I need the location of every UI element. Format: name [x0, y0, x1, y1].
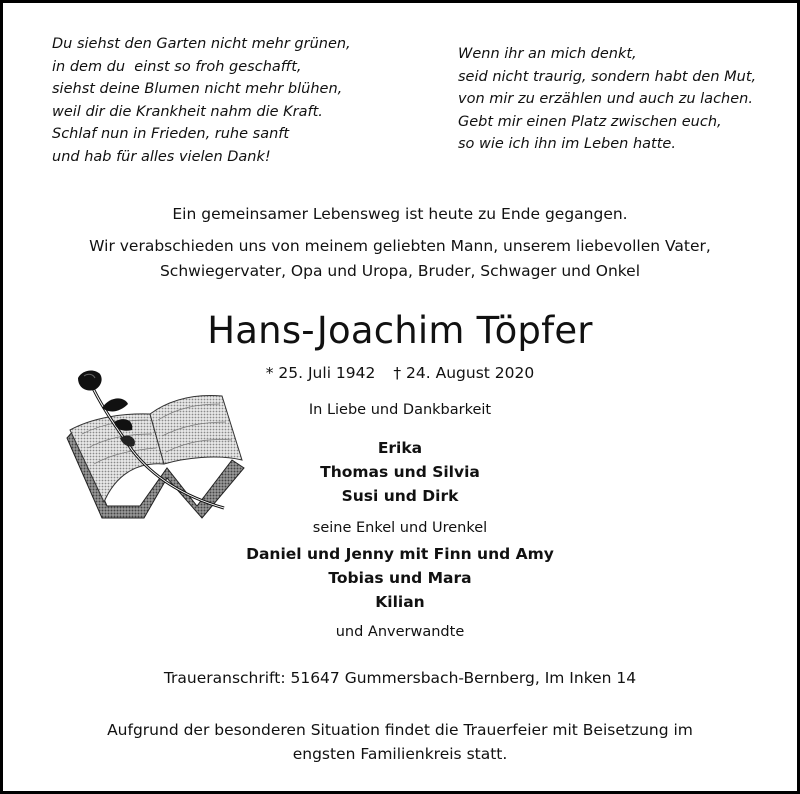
family-member: Thomas und Silvia — [320, 463, 480, 481]
family-member: Daniel und Jenny mit Finn und Amy — [246, 545, 554, 563]
farewell-text — [0, 234, 800, 284]
relatives-text: und Anverwandte — [335, 624, 465, 640]
deceased-name: Hans-Joachim Töpfer — [207, 309, 593, 352]
poem-left-line: siehst deine Blumen nicht mehr blühen, — [52, 81, 343, 97]
farewell-line: Wir verabschieden uns von meinem geliebten Mann, unserem liebevollen Vater, — [89, 237, 711, 255]
family-member: Kilian — [375, 593, 425, 611]
grandchildren-label: seine Enkel und Urenkel — [312, 520, 488, 536]
poem-left-line: Schlaf nun in Frieden, ruhe sanft — [52, 126, 290, 142]
book-and-rose-illustration — [62, 368, 252, 533]
poem-left-line: in dem du einst so froh geschafft, — [52, 58, 302, 75]
family-member: Erika — [377, 439, 423, 457]
poem-right-line: von mir zu erzählen und auch zu lachen. — [458, 91, 753, 107]
death-date: † 24. August 2020 — [393, 364, 535, 382]
book-icon — [67, 396, 244, 518]
poem-right-line: seid nicht traurig, sondern habt den Mut, — [458, 68, 757, 85]
poem-left-line: und hab für alles vielen Dank! — [52, 148, 271, 165]
notice-line: engsten Familienkreis statt. — [292, 745, 508, 763]
poem-right-line: Wenn ihr an mich denkt, — [458, 46, 637, 62]
family-member: Susi und Dirk — [341, 487, 459, 505]
poem-left-line: Du siehst den Garten nicht mehr grünen, — [52, 36, 351, 52]
love-line: In Liebe und Dankbarkeit — [308, 402, 492, 418]
birth-date: * 25. Juli 1942 — [265, 364, 376, 382]
notice-line: Aufgrund der besonderen Situation findet die Trauerfeier mit Beisetzung im — [107, 721, 693, 739]
intro-text: Ein gemeinsamer Lebensweg ist heute zu Ende gegangen. — [172, 205, 628, 223]
poem-left-line: weil dir die Krankheit nahm die Kraft. — [52, 103, 323, 120]
poem-right-line: so wie ich ihn im Leben hatte. — [458, 136, 676, 152]
farewell-line: Schwiegervater, Opa und Uropa, Bruder, Schwager und Onkel — [159, 262, 641, 280]
poem-right-line: Gebt mir einen Platz zwischen euch, — [458, 113, 722, 130]
family-list-2 — [0, 542, 800, 614]
family-member: Tobias und Mara — [328, 569, 472, 587]
poem-left — [52, 33, 351, 168]
funeral-notice — [0, 718, 800, 766]
poem-right — [458, 43, 756, 156]
mourning-address: Traueranschrift: 51647 Gummersbach-Bernberg, Im Inken 14 — [163, 669, 637, 687]
